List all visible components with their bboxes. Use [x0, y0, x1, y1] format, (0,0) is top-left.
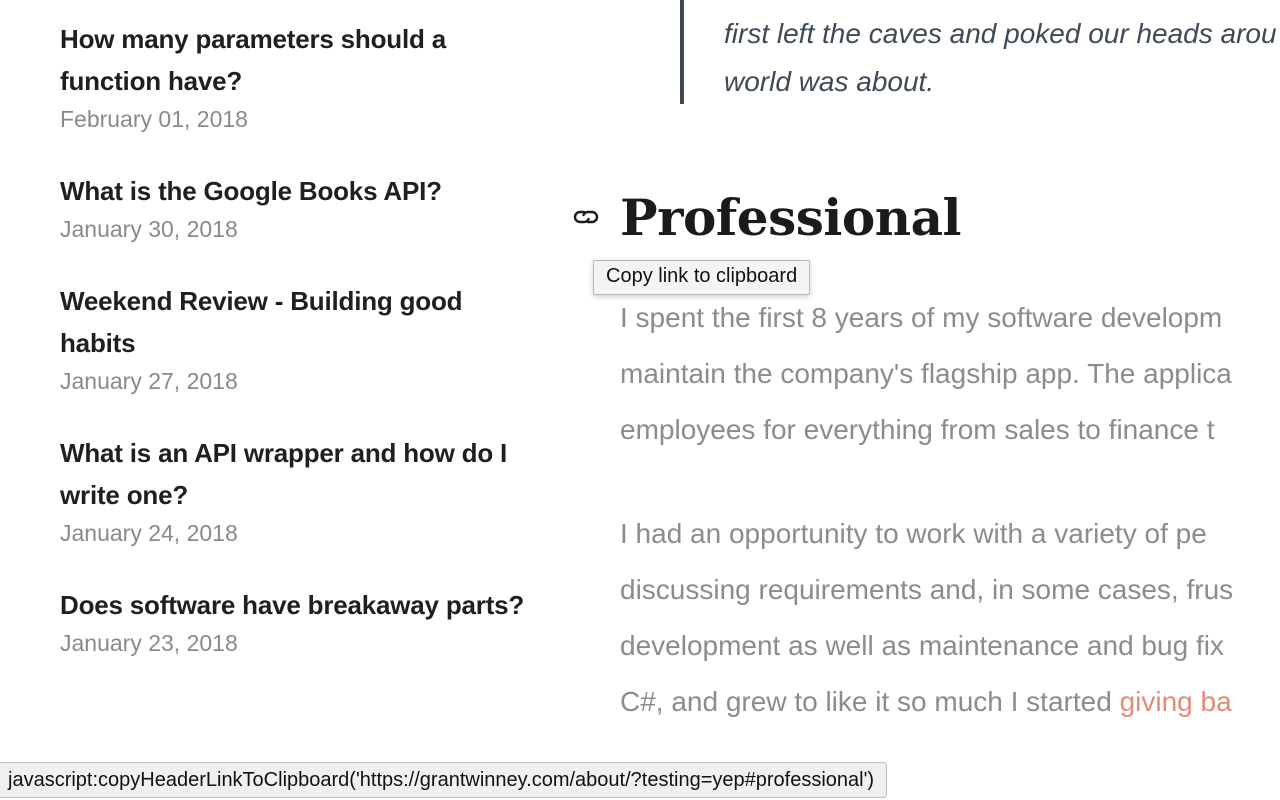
post-date: January 30, 2018: [60, 216, 238, 242]
paragraph: [620, 506, 1280, 730]
post-date: February 01, 2018: [60, 106, 248, 132]
recent-posts-list: [60, 18, 550, 658]
post-title-line: function have?: [60, 66, 243, 96]
section-heading-row: [568, 182, 961, 252]
list-item: [60, 432, 550, 548]
blockquote-line: first left the caves and poked our heads arou: [724, 18, 1277, 49]
paragraph-line: discussing requirements and, in some cases, frus: [620, 574, 1234, 605]
list-item: [60, 280, 550, 396]
post-title-link[interactable]: [60, 584, 550, 626]
post-date: January 24, 2018: [60, 520, 238, 546]
paragraph-line: development as well as maintenance and bug fix: [620, 630, 1224, 661]
paragraph-line: maintain the company's flagship app. The applica: [620, 358, 1232, 389]
article-body: [620, 290, 1280, 778]
post-title-line: What is an API wrapper and how do I: [60, 438, 508, 468]
post-title-link[interactable]: [60, 18, 550, 102]
post-title-line: Weekend Review - Building good: [60, 286, 463, 316]
paragraph-text: C#, and grew to like it so much I started: [620, 686, 1120, 717]
status-bar-url: javascript:copyHeaderLinkToClipboard('https://grantwinney.com/about/?testing=yep#professional'): [0, 762, 887, 798]
post-title-link[interactable]: [60, 432, 550, 516]
paragraph: [620, 290, 1280, 458]
blockquote: [680, 0, 1280, 104]
post-title-line: habits: [60, 328, 136, 358]
post-title-link[interactable]: [60, 280, 550, 364]
link-icon[interactable]: [568, 199, 604, 235]
inline-link[interactable]: giving ba: [1119, 686, 1232, 717]
paragraph-line: I spent the first 8 years of my software developm: [620, 302, 1223, 333]
post-title-line: How many parameters should a: [60, 24, 446, 54]
copy-link-tooltip: Copy link to clipboard: [593, 260, 810, 295]
paragraph-line: I had an opportunity to work with a variety of pe: [620, 518, 1207, 549]
post-title-line: write one?: [60, 480, 189, 510]
section-heading: Professional: [620, 187, 961, 247]
list-item: [60, 584, 550, 658]
list-item: [60, 18, 550, 134]
post-title-line: What is the Google Books API?: [60, 176, 442, 206]
list-item: [60, 170, 550, 244]
paragraph-line: [620, 674, 1280, 730]
post-date: January 23, 2018: [60, 630, 238, 656]
post-title-link[interactable]: [60, 170, 550, 212]
post-date: January 27, 2018: [60, 368, 238, 394]
post-title-line: Does software have breakaway parts?: [60, 590, 525, 620]
paragraph-line: employees for everything from sales to finance t: [620, 414, 1215, 445]
blockquote-text: [724, 10, 1280, 106]
blockquote-line: world was about.: [724, 66, 935, 97]
